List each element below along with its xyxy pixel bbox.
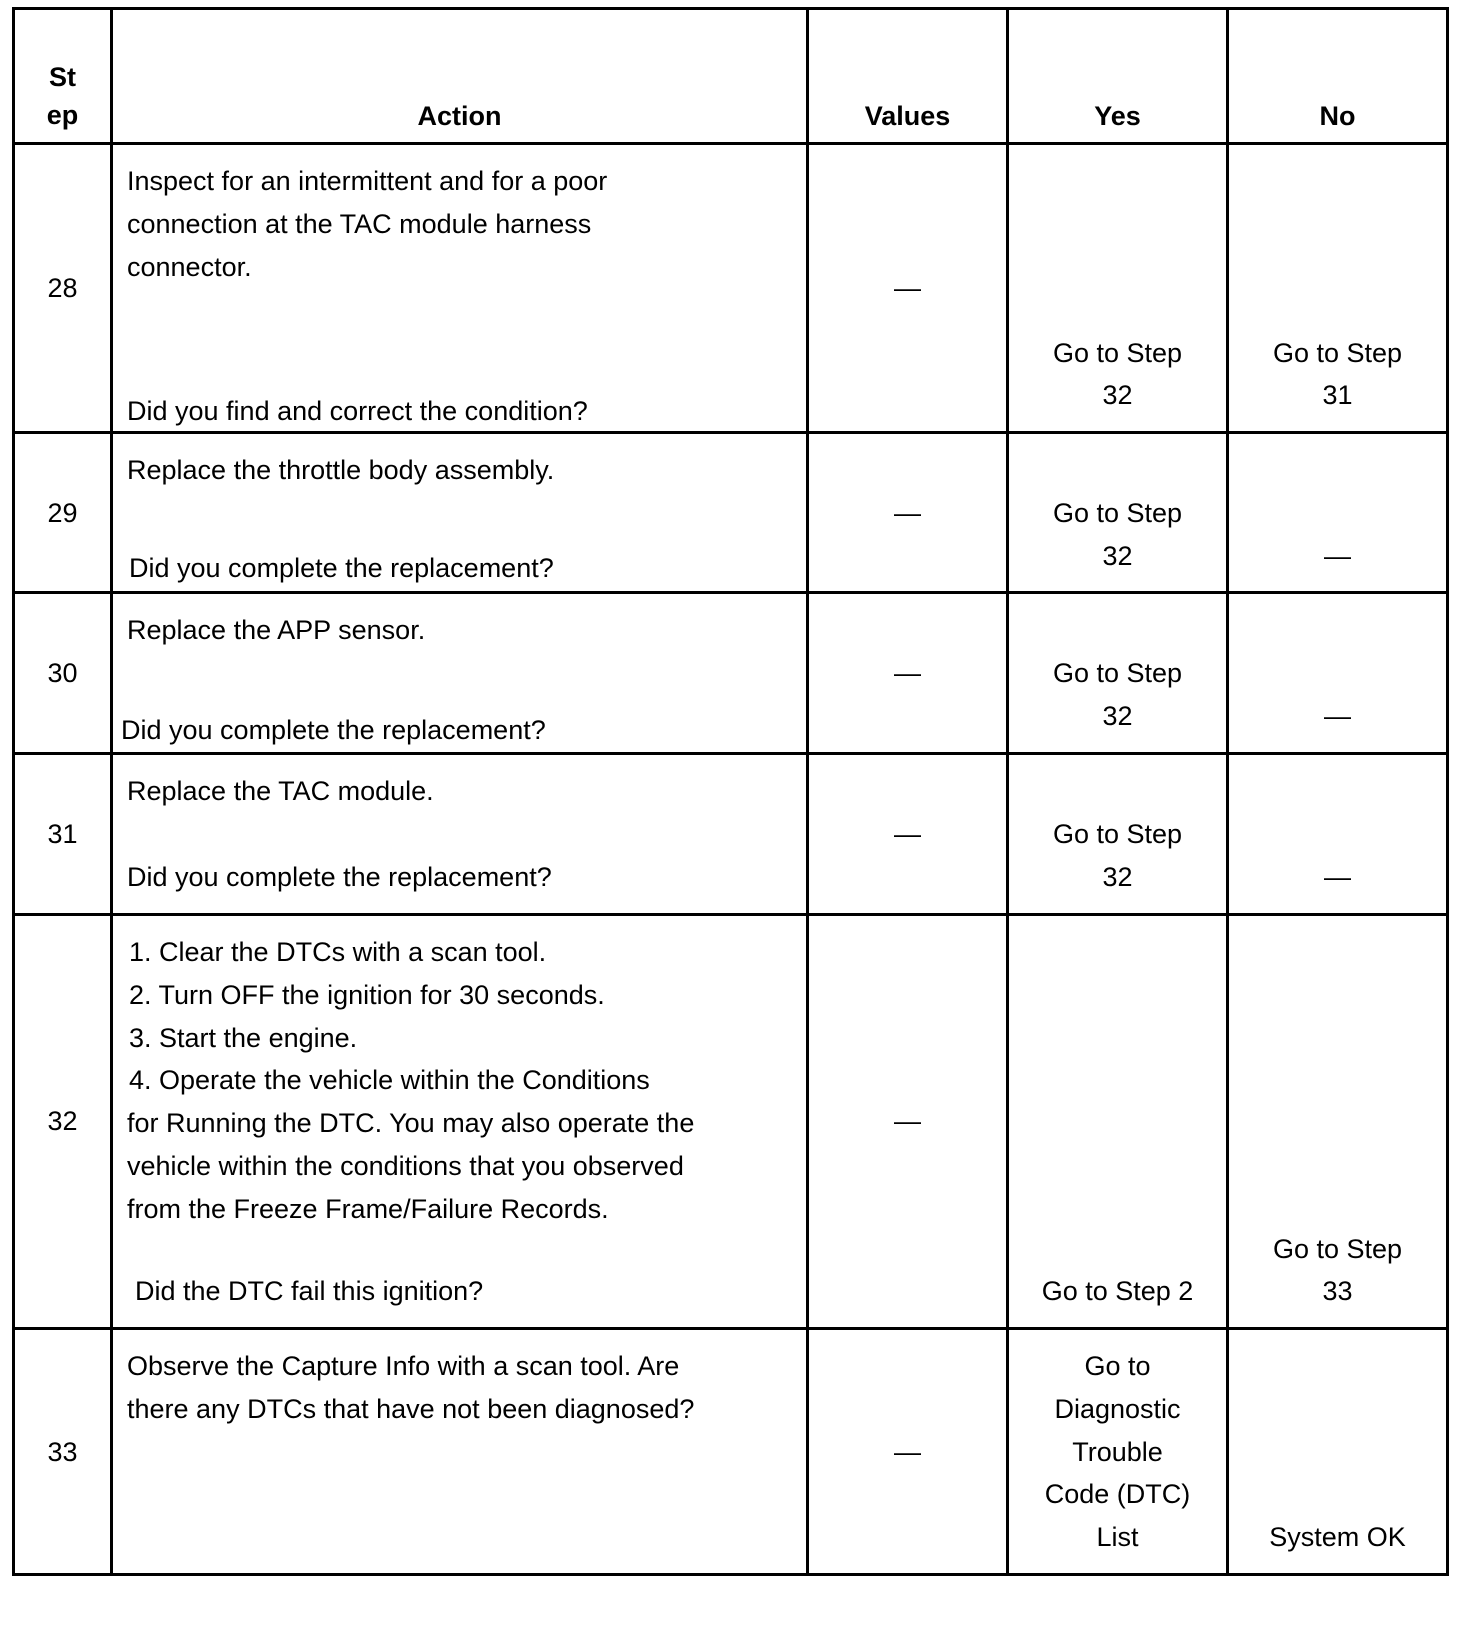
action-line: connection at the TAC module harness — [127, 209, 592, 239]
header-step-line2: ep — [46, 100, 79, 130]
diagnostic-table — [12, 7, 1449, 1576]
values-cell: — — [894, 273, 921, 303]
step-number: 31 — [47, 819, 78, 849]
action-line: from the Freeze Frame/Failure Records. — [127, 1194, 609, 1224]
step-number: 30 — [47, 658, 78, 688]
no-line: — — [1324, 541, 1351, 571]
yes-line: List — [1096, 1522, 1139, 1552]
no-line: 31 — [1322, 380, 1353, 410]
yes-line: 32 — [1102, 701, 1133, 731]
yes-line: Go to Step — [1052, 498, 1183, 528]
step-number: 29 — [47, 498, 78, 528]
table-row — [14, 144, 1448, 433]
values-cell: — — [894, 658, 921, 688]
header-no: No — [1228, 9, 1448, 144]
no-line: — — [1324, 701, 1351, 731]
yes-line: 32 — [1102, 380, 1133, 410]
action-step: 4. Operate the vehicle within the Conditions — [129, 1065, 650, 1095]
action-line: Replace the TAC module. — [127, 776, 434, 806]
yes-line: Go to Step — [1052, 819, 1183, 849]
action-line: Observe the Capture Info with a scan tool. Are — [127, 1351, 680, 1381]
values-cell: — — [894, 1437, 921, 1467]
header-step-line1: St — [49, 62, 76, 92]
no-line: — — [1324, 862, 1351, 892]
action-line: there any DTCs that have not been diagnosed? — [127, 1394, 695, 1424]
yes-line: Diagnostic — [1054, 1394, 1181, 1424]
yes-line: Go to Step — [1052, 658, 1183, 688]
table-row — [14, 433, 1448, 593]
no-line: 33 — [1322, 1276, 1353, 1306]
action-line: Replace the APP sensor. — [127, 615, 426, 645]
step-number: 32 — [47, 1106, 78, 1136]
no-line: Go to Step — [1272, 338, 1403, 368]
step-number: 33 — [47, 1437, 78, 1467]
yes-line: Go to — [1084, 1351, 1151, 1381]
no-line: System OK — [1269, 1522, 1406, 1552]
action-question: Did the DTC fail this ignition? — [135, 1276, 484, 1306]
action-step: 1. Clear the DTCs with a scan tool. — [129, 937, 547, 967]
action-question: Did you complete the replacement? — [129, 553, 554, 583]
values-cell: — — [894, 498, 921, 528]
action-question: Did you complete the replacement? — [121, 715, 546, 745]
header-action: Action — [112, 9, 808, 144]
action-line: for Running the DTC. You may also operate the — [127, 1108, 695, 1138]
yes-line: 32 — [1102, 862, 1133, 892]
yes-line: Code (DTC) — [1044, 1479, 1191, 1509]
header-values: Values — [808, 9, 1008, 144]
table-row — [14, 754, 1448, 915]
table-row — [14, 1329, 1448, 1575]
action-step: 2. Turn OFF the ignition for 30 seconds. — [129, 980, 605, 1010]
table-row — [14, 915, 1448, 1329]
header-yes: Yes — [1008, 9, 1228, 144]
header-step — [14, 9, 112, 144]
action-line: connector. — [127, 252, 252, 282]
table-row — [14, 593, 1448, 754]
header-row — [14, 9, 1448, 144]
yes-line: Go to Step 2 — [1041, 1276, 1194, 1306]
action-question: Did you find and correct the condition? — [127, 396, 588, 426]
action-step: 3. Start the engine. — [129, 1023, 358, 1053]
yes-line: Go to Step — [1052, 338, 1183, 368]
action-line: vehicle within the conditions that you observed — [127, 1151, 684, 1181]
action-question: Did you complete the replacement? — [127, 862, 552, 892]
values-cell: — — [894, 819, 921, 849]
action-line: Replace the throttle body assembly. — [127, 455, 555, 485]
yes-line: 32 — [1102, 541, 1133, 571]
no-line: Go to Step — [1272, 1234, 1403, 1264]
values-cell: — — [894, 1106, 921, 1136]
step-number: 28 — [47, 273, 78, 303]
yes-line: Trouble — [1072, 1437, 1163, 1467]
action-line: Inspect for an intermittent and for a poor — [127, 166, 608, 196]
